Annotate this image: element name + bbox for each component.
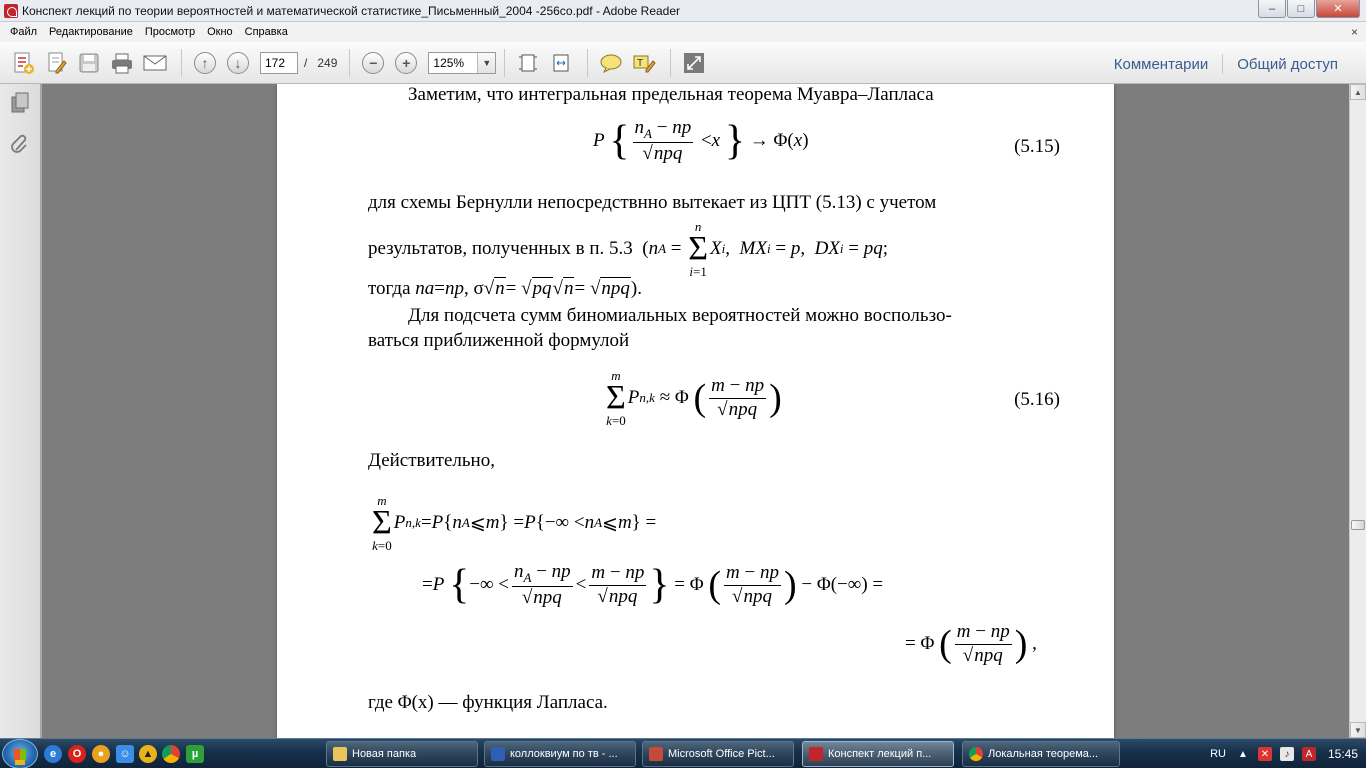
- menu-help[interactable]: Справка: [244, 26, 288, 38]
- sticky-note-button[interactable]: [596, 48, 626, 78]
- zoom-out-button[interactable]: [358, 48, 388, 78]
- create-pdf-icon: [11, 51, 35, 75]
- volume-icon[interactable]: ♪: [1280, 747, 1294, 761]
- arrow-down-icon: ↓: [227, 52, 249, 74]
- plus-icon: +: [395, 52, 417, 74]
- explorer-icon[interactable]: ☺: [116, 745, 134, 763]
- doc-text-then-line: тогда na = np , σ√ n = √ pq √ n = √ npq ).: [368, 277, 642, 299]
- task-chrome[interactable]: [962, 741, 1120, 767]
- toolbar-separator: [587, 49, 588, 77]
- picture-icon: [649, 747, 663, 761]
- equation-number-5-15: (5.15): [1014, 136, 1060, 157]
- start-button[interactable]: [2, 739, 38, 768]
- word-icon: [491, 747, 505, 761]
- share-link[interactable]: Общий доступ: [1237, 55, 1338, 73]
- system-tray: [1210, 739, 1366, 768]
- toolbar-separator: [670, 49, 671, 77]
- doc-text-fragment: тогда: [368, 277, 411, 299]
- save-icon: [78, 52, 100, 74]
- task-label: коллоквиум по тв - ...: [510, 748, 618, 760]
- attachments-button[interactable]: [10, 134, 30, 156]
- full-screen-button[interactable]: [679, 48, 709, 78]
- scroll-down-icon[interactable]: ▼: [1350, 722, 1366, 738]
- window-controls: [1258, 0, 1360, 18]
- derivation-line-2: = P { −∞ < $\frac{n_A - np}{\text{√npq}}$ < $\frac{m - np}{\text{√npq}}$ } = Φ ( $\frac{m - np}{\text{√npq}}$ ) − Φ(−∞) =: [422, 561, 884, 609]
- pdf-page: [277, 84, 1114, 738]
- firefox-icon[interactable]: ●: [92, 745, 110, 763]
- zoom-select[interactable]: [428, 52, 496, 74]
- next-page-button[interactable]: [223, 48, 253, 78]
- edit-button[interactable]: [41, 48, 71, 78]
- menu-view[interactable]: Просмотр: [144, 26, 196, 38]
- toolbar-separator: [504, 49, 505, 77]
- page-separator: /: [304, 55, 308, 70]
- zoom-in-button[interactable]: [391, 48, 421, 78]
- avast-icon[interactable]: ▲: [139, 745, 157, 763]
- doc-text-intro: Заметим, что интегральная предельная теорема Муавра–Лапласа: [408, 84, 934, 105]
- minus-icon: −: [362, 52, 384, 74]
- doc-text-indeed: Действительно,: [368, 450, 495, 471]
- doc-text-dx: DX: [814, 238, 840, 260]
- vertical-scrollbar[interactable]: [1349, 84, 1366, 738]
- taskbar: [0, 738, 1366, 768]
- svg-text:T: T: [637, 57, 644, 69]
- equation-5-16: m Σ k=0 P n,k ≈ Φ ( $\frac{m - np}{\text{√npq}}$ ): [606, 368, 782, 429]
- page-number-input[interactable]: [260, 52, 298, 74]
- equation-number-5-16: (5.16): [1014, 389, 1060, 410]
- highlight-text-icon: [632, 52, 656, 74]
- doc-text-fragment: результатов, полученных в п. 5.3: [368, 238, 633, 260]
- email-icon: [143, 54, 167, 72]
- task-label: Локальная теорема...: [988, 748, 1099, 760]
- close-button[interactable]: ✕: [1316, 0, 1360, 18]
- page-total: [304, 56, 337, 70]
- paperclip-icon: [10, 134, 30, 156]
- scrollbar-thumb[interactable]: [1351, 520, 1365, 530]
- doc-text-line: Для подсчета сумм биномиальных вероятностей можно воспользо-: [408, 305, 952, 326]
- fit-width-button[interactable]: [546, 48, 576, 78]
- show-hidden-icons-icon[interactable]: ▲: [1238, 748, 1248, 760]
- print-button[interactable]: [107, 48, 137, 78]
- pdf-icon: [809, 747, 823, 761]
- ie-icon[interactable]: e: [44, 745, 62, 763]
- adobe-tray-icon[interactable]: A: [1302, 747, 1316, 761]
- window-title: Конспект лекций по теории вероятностей и математической статистике_Письменный_2004 -256со.pdf - Adobe Reader: [22, 3, 681, 18]
- comments-link[interactable]: Комментарии: [1113, 55, 1209, 73]
- task-label: Новая папка: [352, 748, 417, 760]
- derivation-line-3: = Φ ( $\frac{m - np}{\text{√npq}}$ ) ,: [905, 621, 1037, 666]
- task-office-picture[interactable]: [642, 741, 794, 767]
- doc-text-final: где Φ(x) — функция Лапласа.: [368, 692, 608, 713]
- task-new-folder[interactable]: [326, 741, 478, 767]
- title-bar: [0, 0, 1366, 22]
- menu-file[interactable]: Файл: [10, 26, 38, 38]
- doc-text-line: для схемы Бернулли непосредствнно вытекает из ЦПТ (5.13) с учетом: [368, 192, 937, 213]
- doc-text-results-line: результатов, полученных в п. 5.3 ( n A = n Σ i=1 X i , MX i = p , DX i = pq ;: [368, 219, 889, 280]
- adobe-reader-icon: [4, 4, 18, 18]
- document-area[interactable]: [42, 84, 1349, 738]
- utorrent-icon[interactable]: µ: [186, 745, 204, 763]
- task-label: Microsoft Office Pict...: [668, 748, 775, 760]
- toolbar: [0, 42, 1366, 84]
- task-label: Конспект лекций п...: [828, 748, 932, 760]
- fit-page-icon: [517, 52, 539, 74]
- navigation-pane: [0, 84, 41, 738]
- menu-close-icon[interactable]: ×: [1350, 25, 1358, 39]
- menu-bar: [0, 22, 1366, 42]
- total-pages: 249: [317, 55, 338, 70]
- menu-window[interactable]: Окно: [207, 26, 233, 38]
- edit-document-icon: [44, 51, 68, 75]
- folder-icon: [333, 747, 347, 761]
- toolbar-separator: [181, 49, 182, 77]
- derivation-line-1: m Σ k=0 P n,k = P { n A ⩽ m } = P {−∞ < n A ⩽ m } =: [372, 493, 657, 554]
- email-button[interactable]: [140, 48, 170, 78]
- task-word-doc[interactable]: [484, 741, 636, 767]
- toolbar-separator: [349, 49, 350, 77]
- menu-edit[interactable]: Редактирование: [49, 26, 133, 38]
- doc-text-line: ваться приближенной формулой: [368, 330, 630, 351]
- save-button[interactable]: [74, 48, 104, 78]
- scroll-up-icon[interactable]: ▲: [1350, 84, 1366, 100]
- clock[interactable]: 15:45: [1327, 747, 1358, 761]
- opera-icon[interactable]: O: [68, 745, 86, 763]
- zoom-input[interactable]: [429, 53, 477, 73]
- expand-icon: [683, 52, 705, 74]
- chrome-icon: [969, 747, 983, 761]
- arrow-up-icon: ↑: [194, 52, 216, 74]
- page-thumbnails-button[interactable]: [10, 92, 30, 114]
- doc-text-mx: MX: [739, 238, 767, 260]
- right-toolbar-links: [1100, 54, 1352, 74]
- language-indicator[interactable]: RU: [1210, 748, 1226, 760]
- equation-5-15: P { $\frac{n_A - np}{\text{√npq}}$ < x } → Φ( x ): [593, 117, 809, 165]
- minimize-button[interactable]: –: [1258, 0, 1286, 18]
- network-icon[interactable]: ✕: [1258, 747, 1272, 761]
- create-pdf-button[interactable]: [8, 48, 38, 78]
- comment-bubble-icon: [599, 52, 623, 74]
- print-icon: [110, 52, 134, 74]
- previous-page-button[interactable]: [190, 48, 220, 78]
- task-adobe-reader[interactable]: [802, 741, 954, 767]
- pages-icon: [10, 92, 30, 114]
- chrome-icon[interactable]: [162, 745, 180, 763]
- fit-page-button[interactable]: [513, 48, 543, 78]
- fit-width-icon: [550, 52, 572, 74]
- highlight-button[interactable]: [629, 48, 659, 78]
- maximize-button[interactable]: □: [1287, 0, 1315, 18]
- chevron-down-icon[interactable]: ▼: [477, 53, 495, 73]
